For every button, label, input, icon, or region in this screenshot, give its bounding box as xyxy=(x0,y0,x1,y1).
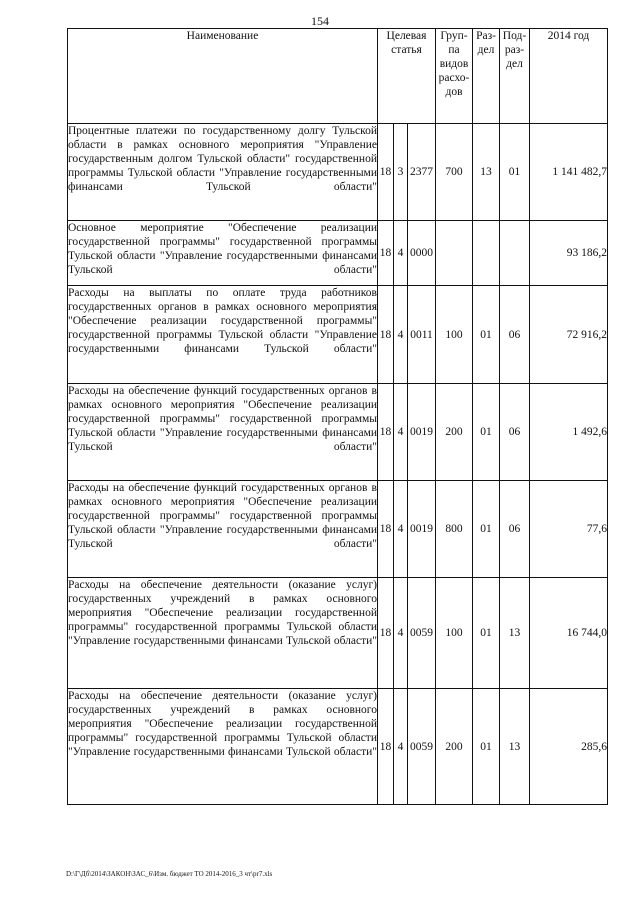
row-target-a: 18 xyxy=(378,578,394,689)
header-subsection: Под- раз- дел xyxy=(500,29,530,124)
row-section: 13 xyxy=(473,124,500,221)
row-target-code: 0019 xyxy=(408,481,436,578)
row-section: 01 xyxy=(473,481,500,578)
row-name: Расходы на обеспечение деятельности (оказание услуг) государственных учреждений в рамках основного мероприятия "Обеспечение реализации государственной программы" государственной программы Тульской области "Управление государственными финансами Тульской области" xyxy=(68,689,378,805)
header-section: Раз- дел xyxy=(473,29,500,124)
row-subsection: 06 xyxy=(500,286,530,384)
row-target-code: 0059 xyxy=(408,689,436,805)
row-amount: 93 186,2 xyxy=(530,221,608,286)
row-amount: 285,6 xyxy=(530,689,608,805)
row-target-code: 2377 xyxy=(408,124,436,221)
header-year: 2014 год xyxy=(530,29,608,124)
row-target-b: 4 xyxy=(394,689,408,805)
row-group: 200 xyxy=(436,689,473,805)
row-group: 100 xyxy=(436,578,473,689)
row-target-b: 4 xyxy=(394,286,408,384)
row-amount: 77,6 xyxy=(530,481,608,578)
budget-table xyxy=(67,28,608,805)
row-target-a: 18 xyxy=(378,286,394,384)
row-subsection: 13 xyxy=(500,578,530,689)
row-target-a: 18 xyxy=(378,481,394,578)
row-subsection: 13 xyxy=(500,689,530,805)
row-name: Основное мероприятие "Обеспечение реализации государственной программы" государственной программы Тульской области "Управление государственными финансами Тульской области" xyxy=(68,221,378,286)
table-row xyxy=(68,689,608,805)
row-target-code: 0011 xyxy=(408,286,436,384)
row-group xyxy=(436,221,473,286)
row-target-b: 4 xyxy=(394,221,408,286)
table-header-row xyxy=(68,29,608,124)
row-section: 01 xyxy=(473,384,500,481)
row-target-code: 0019 xyxy=(408,384,436,481)
row-name: Расходы на обеспечение функций государственных органов в рамках основного мероприятия "Обеспечение реализации государственной программы" государственной программы Тульской области "Управление государственными финансами Тульской области" xyxy=(68,384,378,481)
table-row xyxy=(68,124,608,221)
row-target-a: 18 xyxy=(378,124,394,221)
row-target-code: 0059 xyxy=(408,578,436,689)
row-target-a: 18 xyxy=(378,689,394,805)
row-name: Расходы на обеспечение деятельности (оказание услуг) государственных учреждений в рамках основного мероприятия "Обеспечение реализации государственной программы" государственной программы Тульской области "Управление государственными финансами Тульской области" xyxy=(68,578,378,689)
table-row xyxy=(68,286,608,384)
row-amount: 1 141 482,7 xyxy=(530,124,608,221)
row-subsection: 06 xyxy=(500,384,530,481)
row-name: Расходы на выплаты по оплате труда работников государственных органов в рамках основного мероприятия "Обеспечение реализации государственной программы" государственной программы Тульской области "Управление государственными финансами Тульской области" xyxy=(68,286,378,384)
row-target-b: 4 xyxy=(394,578,408,689)
row-target-a: 18 xyxy=(378,384,394,481)
row-group: 700 xyxy=(436,124,473,221)
page-number: 154 xyxy=(311,14,329,28)
row-amount: 16 744,0 xyxy=(530,578,608,689)
row-section xyxy=(473,221,500,286)
row-group: 100 xyxy=(436,286,473,384)
row-group: 200 xyxy=(436,384,473,481)
row-target-a: 18 xyxy=(378,221,394,286)
row-name: Процентные платежи по государственному долгу Тульской области в рамках основного мероприятия "Управление государственным долгом Тульской области" государственной программы Тульской области "Управление государственными финансами Тульской области" xyxy=(68,124,378,221)
row-name: Расходы на обеспечение функций государственных органов в рамках основного мероприятия "Обеспечение реализации государственной программы" государственной программы Тульской области "Управление государственными финансами Тульской области" xyxy=(68,481,378,578)
row-target-b: 4 xyxy=(394,481,408,578)
row-subsection: 06 xyxy=(500,481,530,578)
header-name: Наименование xyxy=(68,29,378,124)
row-section: 01 xyxy=(473,578,500,689)
row-section: 01 xyxy=(473,689,500,805)
row-group: 800 xyxy=(436,481,473,578)
row-target-b: 4 xyxy=(394,384,408,481)
table-row xyxy=(68,578,608,689)
row-target-code: 0000 xyxy=(408,221,436,286)
row-amount: 72 916,2 xyxy=(530,286,608,384)
row-section: 01 xyxy=(473,286,500,384)
table-row xyxy=(68,481,608,578)
row-subsection: 01 xyxy=(500,124,530,221)
row-target-b: 3 xyxy=(394,124,408,221)
table-row xyxy=(68,221,608,286)
row-subsection xyxy=(500,221,530,286)
file-path-footer: D:\Г\Дб\2014\ЗАКОН\ЗАС_6\Изм. бюджет ТО 2014-2016_3 чт\pr7.xls xyxy=(66,870,273,878)
header-expense-group: Груп- па видов расхо- дов xyxy=(436,29,473,124)
row-amount: 1 492,6 xyxy=(530,384,608,481)
table-row xyxy=(68,384,608,481)
header-target-article: Целевая статья xyxy=(378,29,436,124)
